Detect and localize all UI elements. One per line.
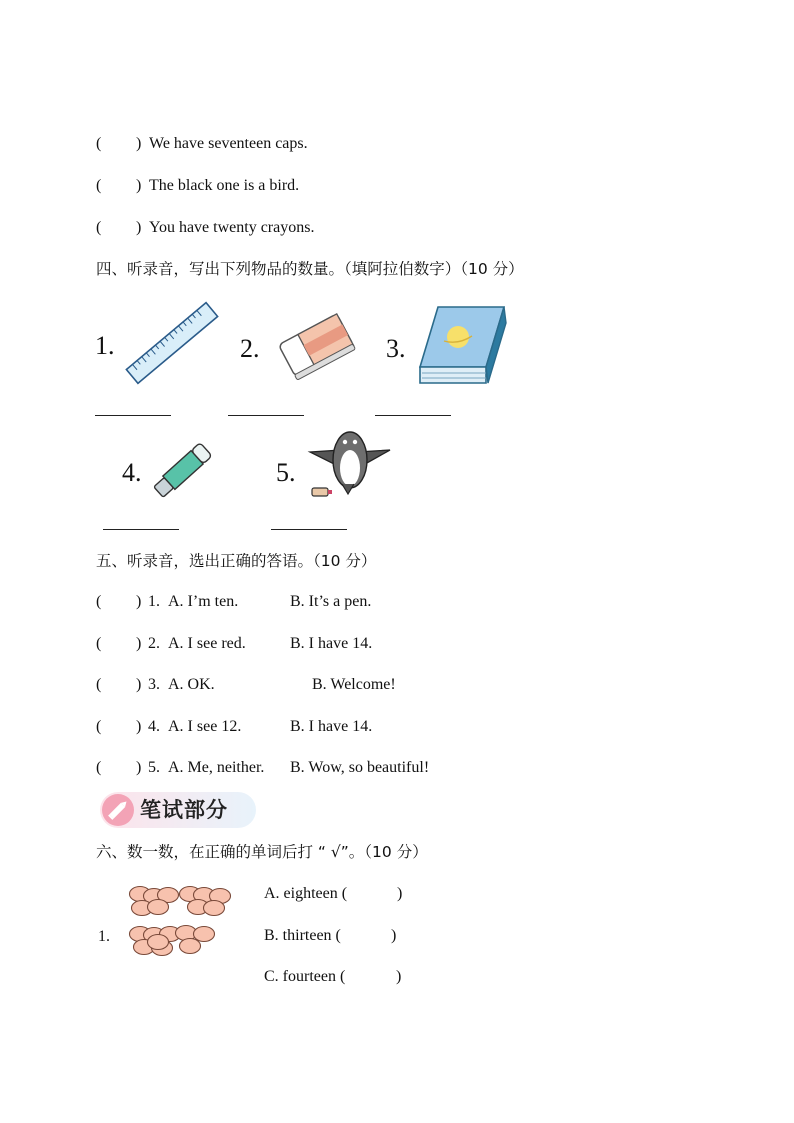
answer-blank-2[interactable] <box>228 415 304 416</box>
close-bracket: ) <box>136 219 142 236</box>
section6-heading: 六、数一数，在正确的单词后打 “ √”。（10 分） <box>96 843 428 861</box>
s5-row-2 <box>96 634 496 654</box>
option-b: B. Welcome! <box>312 676 396 693</box>
close-bracket: ) <box>136 676 142 693</box>
written-part-banner <box>100 792 256 828</box>
written-part-title: 笔试部分 <box>140 798 228 822</box>
option-a: A. I see 12. <box>168 718 242 735</box>
s3-row-2 <box>96 176 300 196</box>
option-a: A. I see red. <box>168 635 246 652</box>
option-close[interactable]: ) <box>391 927 397 944</box>
open-bracket: ( <box>96 177 102 194</box>
open-bracket: ( <box>96 219 102 236</box>
section5-heading: 五、听录音，选出正确的答语。（10 分） <box>96 552 377 570</box>
item-number-5: 5. <box>276 458 296 487</box>
item-number-4: 4. <box>122 458 142 487</box>
s5-row-5 <box>96 758 496 778</box>
close-bracket: ) <box>136 135 142 152</box>
sentence: You have twenty crayons. <box>149 219 315 236</box>
option-a: A. OK. <box>168 676 215 693</box>
eggs-picture <box>128 884 236 960</box>
s5-row-4 <box>96 717 496 737</box>
question-number: 2. <box>148 635 160 652</box>
eraser-icon <box>276 311 358 383</box>
close-bracket: ) <box>136 177 142 194</box>
glue-stick-icon <box>148 437 218 503</box>
close-bracket: ) <box>136 593 142 610</box>
open-bracket: ( <box>96 676 102 693</box>
s3-row-1 <box>96 134 308 154</box>
ruler-icon <box>124 297 220 389</box>
option-c-row <box>264 967 402 987</box>
option-b: B. Wow, so beautiful! <box>290 759 430 776</box>
section4-heading: 四、听录音，写出下列物品的数量。（填阿拉伯数字）（10 分） <box>96 260 524 278</box>
option-a-row <box>264 884 403 904</box>
answer-blank-4[interactable] <box>103 529 179 530</box>
question-number: 3. <box>148 676 160 693</box>
option-b: B. It’s a pen. <box>290 593 372 610</box>
egg <box>204 901 225 916</box>
close-bracket: ) <box>136 759 142 776</box>
option-a: A. Me, neither. <box>168 759 265 776</box>
question-number: 1. <box>98 928 110 945</box>
s5-row-3 <box>96 675 496 695</box>
option-close[interactable]: ) <box>396 968 402 985</box>
sentence: The black one is a bird. <box>149 177 300 194</box>
pencil-icon <box>102 794 134 826</box>
answer-blank-3[interactable] <box>375 415 451 416</box>
egg <box>148 900 169 915</box>
open-bracket: ( <box>96 759 102 776</box>
bird-toy-icon <box>302 424 394 504</box>
option-b: B. I have 14. <box>290 635 373 652</box>
close-bracket: ) <box>136 635 142 652</box>
item-number-2: 2. <box>240 334 260 363</box>
egg <box>180 939 201 954</box>
item-number-3: 3. <box>386 334 406 363</box>
open-bracket: ( <box>96 718 102 735</box>
s5-row-1 <box>96 592 496 612</box>
question-number: 5. <box>148 759 160 776</box>
answer-blank-1[interactable] <box>95 415 171 416</box>
option-b-row <box>264 926 397 946</box>
option-b: B. I have 14. <box>290 718 373 735</box>
close-bracket: ) <box>136 718 142 735</box>
s3-row-3 <box>96 218 315 238</box>
sentence: We have seventeen caps. <box>149 135 308 152</box>
option-label: C. fourteen ( <box>264 968 346 985</box>
answer-blank-5[interactable] <box>271 529 347 530</box>
question-number: 1. <box>148 593 160 610</box>
option-a: A. I’m ten. <box>168 593 239 610</box>
option-close[interactable]: ) <box>397 885 403 902</box>
question-number: 4. <box>148 718 160 735</box>
option-label: A. eighteen ( <box>264 885 348 902</box>
open-bracket: ( <box>96 635 102 652</box>
egg <box>148 935 169 950</box>
open-bracket: ( <box>96 135 102 152</box>
egg <box>194 927 215 942</box>
option-label: B. thirteen ( <box>264 927 341 944</box>
book-icon <box>414 303 508 389</box>
open-bracket: ( <box>96 593 102 610</box>
item-number-1: 1. <box>95 331 115 360</box>
